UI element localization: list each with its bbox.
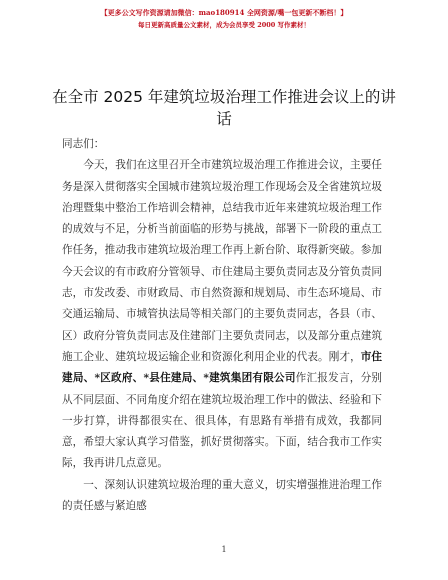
body-paragraph-text-a: 今天，我们在这里召开全市建筑垃圾治理工作推进会议，主要任务是深入贯彻落实全国城市建筑垃圾治理工作现场会及全省建筑垃圾治理暨集中整治工作培训会精神，总结我市近年来建筑垃圾治理工作的成效与不足，分析当前面临的形势与挑战，部署下一阶段的重点工作任务，推动我市建筑垃圾治理工作再上新台阶、取得新突破。参加今天会议的有市政府分管领导、市住建局主要负责同志及分管负责同志，市发改委、市财政局、市自然资源和规划局、市生态环境局、市交通运输局、市城管执法局等相关部门的主要负责同志，各县（市、区）政府分管负责同志及住建部门主要负责同志，以及部分重点建筑施工企业、建筑垃圾运输企业和资源化利用企业的代表。刚才， [62, 159, 382, 363]
body-paragraph-text-b: 作汇报发言，分别从不同层面、不同角度介绍在建筑垃圾治理工作中的做法、经验和下一步打算，讲得都很实在、很具体，有思路有举措有成效，我都同意，希望大家认真学习借鉴，抓好贯彻落实。下面，结合我市工作实际，我再讲几点意见。 [62, 372, 382, 470]
body-paragraph [62, 155, 382, 474]
body-paragraph-bold-text: 市住建局、*区政府、*县住建局、*建筑集团有限公司 [62, 350, 382, 385]
promo-banner-line1: 【更多公文写作资源请加微信：mao180914 全网资源/嘴一包更新不断档！】 [100, 8, 348, 17]
promo-banner-line2: 每日更新高质量公文素材，成为会员享受 2000 写作素材！ [137, 21, 311, 29]
section-heading: 一、深刻认识建筑垃圾治理的重大意义，切实增强推进治理工作的责任感与紧迫感 [62, 478, 382, 513]
document-body [62, 134, 382, 517]
document-title: 在全市 2025 年建筑垃圾治理工作推进会议上的讲话 [52, 88, 396, 128]
salutation: 同志们： [62, 138, 105, 150]
page-number: 1 [221, 545, 227, 554]
promo-banner [0, 6, 448, 32]
